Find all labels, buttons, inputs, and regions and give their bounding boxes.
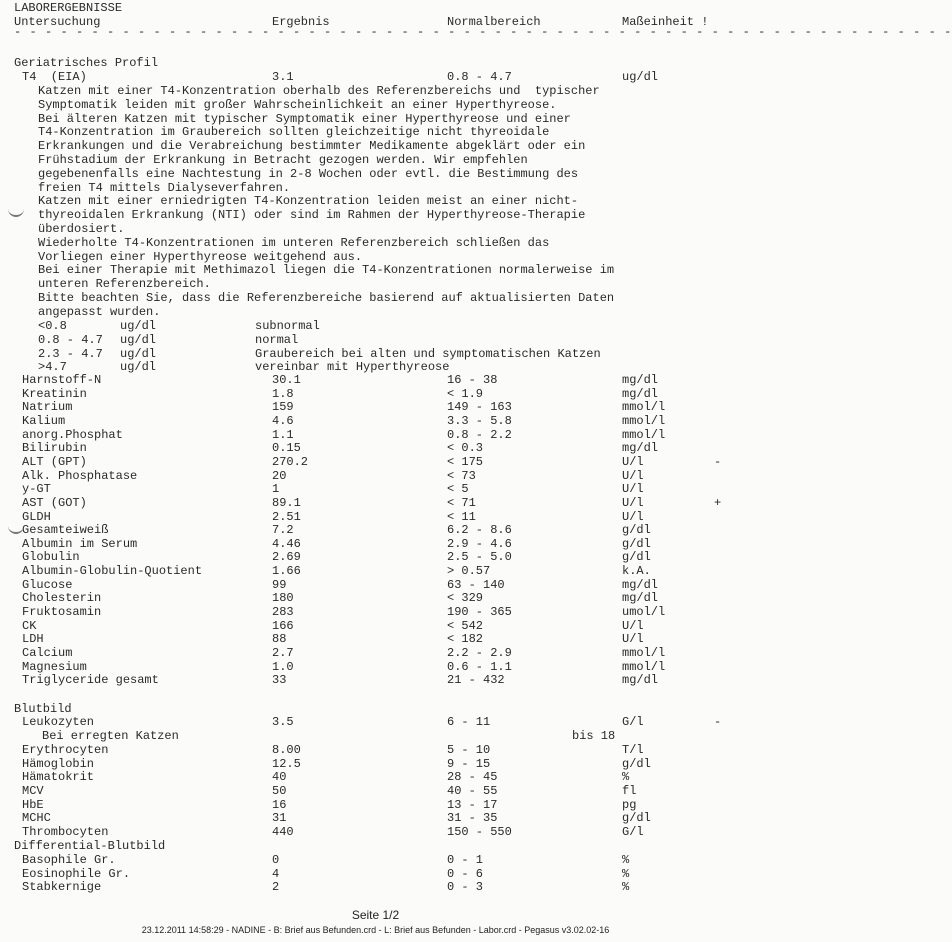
test-name: ALT (GPT) <box>22 454 87 469</box>
test-result: 0 <box>272 853 280 867</box>
section-title-blood-count: Blutbild <box>14 702 72 716</box>
test-unit: mmol/l <box>622 659 666 674</box>
test-name: GLDH <box>22 509 51 524</box>
test-result: 3.1 <box>272 70 294 84</box>
test-unit: mmol/l <box>622 646 666 660</box>
test-result: 88 <box>272 632 287 647</box>
interpretation-unit: ug/dl <box>120 346 157 361</box>
test-reference: 21 - 432 <box>447 673 505 688</box>
test-reference: 3.3 - 5.8 <box>447 413 512 428</box>
test-name: MCHC <box>22 811 51 826</box>
test-result: 440 <box>272 824 294 839</box>
test-name: Hämatokrit <box>22 770 95 785</box>
test-name: T4 (EIA) <box>22 70 87 84</box>
test-result: 1.0 <box>272 659 294 674</box>
test-name: CK <box>22 618 37 633</box>
test-reference: 149 - 163 <box>447 400 512 415</box>
test-name: Gesamteiweiß <box>22 523 109 538</box>
test-unit: mg/dl <box>622 577 659 592</box>
test-unit: g/dl <box>622 756 651 771</box>
test-reference: 2.2 - 2.9 <box>447 646 512 660</box>
test-result: 31 <box>272 811 287 826</box>
test-result: 2.51 <box>272 509 301 524</box>
interpretation-text: subnormal <box>255 319 320 333</box>
test-unit: U/l <box>622 618 644 633</box>
test-unit: g/dl <box>622 523 651 538</box>
test-name: Leukozyten <box>22 715 95 729</box>
paragraph-line: Bei einer Therapie mit Methimazol liegen die T4-Konzentrationen normalerweise im <box>38 263 615 278</box>
test-unit: mmol/l <box>622 427 666 442</box>
column-header-unit: Maßeinheit ! <box>622 15 709 29</box>
test-name: Hämoglobin <box>22 756 95 771</box>
test-result: 166 <box>272 618 294 633</box>
test-result: 4 <box>272 866 280 881</box>
test-unit: pg <box>622 797 637 812</box>
column-header-test: Untersuchung <box>14 15 101 29</box>
test-name: MCV <box>22 783 44 798</box>
test-unit: g/dl <box>622 550 651 565</box>
test-name: Magnesium <box>22 659 87 674</box>
test-unit: g/dl <box>622 536 651 551</box>
test-reference: 0.8 - 2.2 <box>447 427 512 442</box>
test-reference: 6 - 11 <box>447 715 491 729</box>
leukocytes-note: Bei erregten Katzen <box>42 729 179 743</box>
paragraph-line: Vorliegen einer Hyperthyreose weitgehend aus. <box>38 249 363 264</box>
test-flag: + <box>714 495 722 510</box>
test-name: Kreatinin <box>22 386 87 401</box>
test-reference: < 329 <box>447 591 484 606</box>
test-result: 30.1 <box>272 373 301 387</box>
test-reference: 63 - 140 <box>447 577 505 592</box>
paragraph-line: freien T4 mittels Dialyseverfahren. <box>38 180 291 195</box>
paragraph-line: thyreoidalen Erkrankung (NTI) oder sind im Rahmen der Hyperthyreose-Therapie <box>38 208 586 223</box>
paragraph-line: angepasst wurden. <box>38 304 161 319</box>
test-flag: - <box>714 715 722 729</box>
test-unit: ug/dl <box>622 70 659 84</box>
test-unit: % <box>622 853 630 867</box>
interpretation-unit: ug/dl <box>120 360 157 375</box>
test-reference: 150 - 550 <box>447 824 512 839</box>
test-name: Eosinophile Gr. <box>22 866 131 881</box>
test-unit: k.A. <box>622 564 651 579</box>
test-reference: < 5 <box>447 482 469 497</box>
test-unit: % <box>622 866 630 881</box>
paragraph-line: Katzen mit einer T4-Konzentration oberhalb des Referenzbereichs und typischer <box>38 84 600 98</box>
test-reference: 2.9 - 4.6 <box>447 536 512 551</box>
test-unit: G/l <box>622 824 644 839</box>
section-title-differential: Differential-Blutbild <box>14 839 166 853</box>
test-reference: < 182 <box>447 632 484 647</box>
test-result: 40 <box>272 770 287 785</box>
interpretation-text: normal <box>255 332 299 347</box>
test-name: Glucose <box>22 577 73 592</box>
paragraph-line: überdosiert. <box>38 222 125 236</box>
test-result: 4.6 <box>272 413 294 428</box>
test-reference: 0 - 1 <box>447 853 484 867</box>
test-reference: 16 - 38 <box>447 373 498 387</box>
test-unit: U/l <box>622 495 644 510</box>
paragraph-line: unteren Referenzbereich. <box>38 277 211 292</box>
paragraph-line: Bei älteren Katzen mit typischer Symptomatik einer Hyperthyreose und einer <box>38 111 571 126</box>
test-unit: mg/dl <box>622 373 659 387</box>
interpretation-range: 0.8 - 4.7 <box>38 332 103 347</box>
test-reference: < 1.9 <box>447 386 484 401</box>
test-reference: 5 - 10 <box>447 743 491 757</box>
test-unit: % <box>622 880 630 895</box>
test-result: 1.66 <box>272 564 301 579</box>
test-result: 159 <box>272 400 294 415</box>
test-reference: 6.2 - 8.6 <box>447 523 512 538</box>
test-name: Basophile Gr. <box>22 853 116 867</box>
page-number: Seite 1/2 <box>351 908 400 922</box>
test-unit: U/l <box>622 632 644 647</box>
test-reference: < 0.3 <box>447 441 484 456</box>
interpretation-text: vereinbar mit Hyperthyreose <box>255 360 450 375</box>
section-title-geriatric: Geriatrisches Profil <box>14 56 159 70</box>
test-unit: mg/dl <box>622 591 659 606</box>
paragraph-line: Bitte beachten Sie, dass die Referenzbereiche basierend auf aktualisierten Daten <box>38 291 615 305</box>
column-header-reference: Normalbereich <box>447 15 541 29</box>
test-name: AST (GOT) <box>22 495 87 510</box>
test-unit: umol/l <box>622 605 666 620</box>
test-reference: < 11 <box>447 509 476 524</box>
test-name: LDH <box>22 632 44 647</box>
test-name: Kalium <box>22 413 66 428</box>
header-divider: - - - - - - - - - - - - - - - - - - - - - - - - - - - - - - - - - - - - - - - - - - - - - - - - - - - - - - - - - - - - - <box>14 25 952 39</box>
interpretation-range: <0.8 <box>38 319 67 333</box>
test-reference: 0.8 - 4.7 <box>447 70 512 84</box>
test-reference: 2.5 - 5.0 <box>447 550 512 565</box>
test-result: 8.00 <box>272 743 301 757</box>
test-result: 2 <box>272 880 280 895</box>
interpretation-text: Graubereich bei alten und symptomatischen Katzen <box>255 346 601 361</box>
test-result: 16 <box>272 797 287 812</box>
test-name: Erythrocyten <box>22 743 109 757</box>
test-unit: U/l <box>622 454 644 469</box>
test-unit: mmol/l <box>622 400 666 415</box>
test-name: y-GT <box>22 482 51 497</box>
test-reference: 0.6 - 1.1 <box>447 659 512 674</box>
paragraph-line: Frühstadium der Erkrankung in Betracht gezogen werden. Wir empfehlen <box>38 153 528 167</box>
test-result: 180 <box>272 591 294 606</box>
test-result: 1.1 <box>272 427 294 442</box>
test-result: 20 <box>272 468 287 483</box>
interpretation-range: >4.7 <box>38 360 67 375</box>
test-reference: < 73 <box>447 468 476 483</box>
table-row-t4 <box>0 70 659 85</box>
paragraph-line: Wiederholte T4-Konzentrationen im unteren Referenzbereich schließen das <box>38 235 550 250</box>
paragraph-line: Erkrankungen und die Verabreichung bestimmter Medikamente abgeklärt oder ein <box>38 139 586 154</box>
test-name: Albumin-Globulin-Quotient <box>22 564 203 579</box>
test-unit: mg/dl <box>622 441 659 456</box>
print-metadata: 23.12.2011 14:58:29 - NADINE - B: Brief aus Befunden.crd - L: Brief aus Befunden - Labor.crd - Pegasus v3.02.02-16 <box>141 925 610 935</box>
test-unit: mmol/l <box>622 413 666 428</box>
leukocytes-note-row <box>0 729 616 744</box>
test-reference: < 175 <box>447 454 484 469</box>
test-result: 1 <box>272 482 280 497</box>
test-reference: < 71 <box>447 495 476 510</box>
test-name: Triglyceride gesamt <box>22 673 159 688</box>
test-result: 33 <box>272 673 287 688</box>
test-unit: U/l <box>622 509 644 524</box>
test-name: Calcium <box>22 646 73 660</box>
test-reference: > 0.57 <box>447 564 491 579</box>
test-reference: 13 - 17 <box>447 797 498 812</box>
test-unit: fl <box>622 783 637 798</box>
paragraph-line: Symptomatik leiden mit großer Wahrscheinlichkeit an einer Hyperthyreose. <box>38 97 557 112</box>
test-reference: 40 - 55 <box>447 783 498 798</box>
test-name: Stabkernige <box>22 880 102 895</box>
test-unit: % <box>622 770 630 785</box>
test-unit: U/l <box>622 468 644 483</box>
test-result: 7.2 <box>272 523 294 538</box>
test-reference: 9 - 15 <box>447 756 491 771</box>
test-result: 1.8 <box>272 386 294 401</box>
test-name: Thrombocyten <box>22 824 109 839</box>
interpretation-unit: ug/dl <box>120 319 157 333</box>
test-name: anorg.Phosphat <box>22 427 123 442</box>
test-result: 0.15 <box>272 441 301 456</box>
test-name: HbE <box>22 797 44 812</box>
test-name: Albumin im Serum <box>22 536 138 551</box>
test-reference: 0 - 6 <box>447 866 484 881</box>
paragraph-line: Katzen mit einer erniedrigten T4-Konzentration leiden meist an einer nicht- <box>38 194 579 209</box>
test-unit: mg/dl <box>622 386 659 401</box>
test-unit: G/l <box>622 715 644 729</box>
test-reference: 190 - 365 <box>447 605 512 620</box>
test-name: Bilirubin <box>22 441 87 456</box>
interpretation-unit: ug/dl <box>120 332 157 347</box>
paragraph-line: T4-Konzentration im Graubereich sollten gleichzeitige nicht thyreoidale <box>38 125 550 140</box>
test-reference: 28 - 45 <box>447 770 498 785</box>
column-header-result: Ergebnis <box>272 15 330 29</box>
leukocytes-note-reference: bis 18 <box>572 729 616 743</box>
test-name: Fruktosamin <box>22 605 102 620</box>
test-result: 2.7 <box>272 646 294 660</box>
test-flag: - <box>714 454 722 469</box>
test-unit: mg/dl <box>622 673 659 688</box>
test-result: 270.2 <box>272 454 309 469</box>
test-result: 2.69 <box>272 550 301 565</box>
test-result: 12.5 <box>272 756 301 771</box>
test-reference: 0 - 3 <box>447 880 484 895</box>
test-result: 283 <box>272 605 294 620</box>
test-reference: 31 - 35 <box>447 811 498 826</box>
test-name: Natrium <box>22 400 73 415</box>
test-name: Alk. Phosphatase <box>22 468 138 483</box>
punch-hole-mark <box>8 205 24 217</box>
test-result: 50 <box>272 783 287 798</box>
test-unit: T/l <box>622 743 644 757</box>
test-reference: < 542 <box>447 618 484 633</box>
interpretation-range: 2.3 - 4.7 <box>38 346 103 361</box>
test-unit: U/l <box>622 482 644 497</box>
test-result: 89.1 <box>272 495 301 510</box>
test-result: 4.46 <box>272 536 301 551</box>
table-row-leukocytes <box>0 715 722 730</box>
test-result: 99 <box>272 577 287 592</box>
report-title: LABORERGEBNISSE <box>14 1 123 15</box>
test-name: Harnstoff-N <box>22 373 102 387</box>
test-result: 3.5 <box>272 715 294 729</box>
paragraph-line: gegebenenfalls eine Nachtestung in 2-8 Wochen oder evtl. die Bestimmung des <box>38 166 579 181</box>
test-name: Globulin <box>22 550 80 565</box>
test-unit: g/dl <box>622 811 651 826</box>
test-name: Cholesterin <box>22 591 102 606</box>
